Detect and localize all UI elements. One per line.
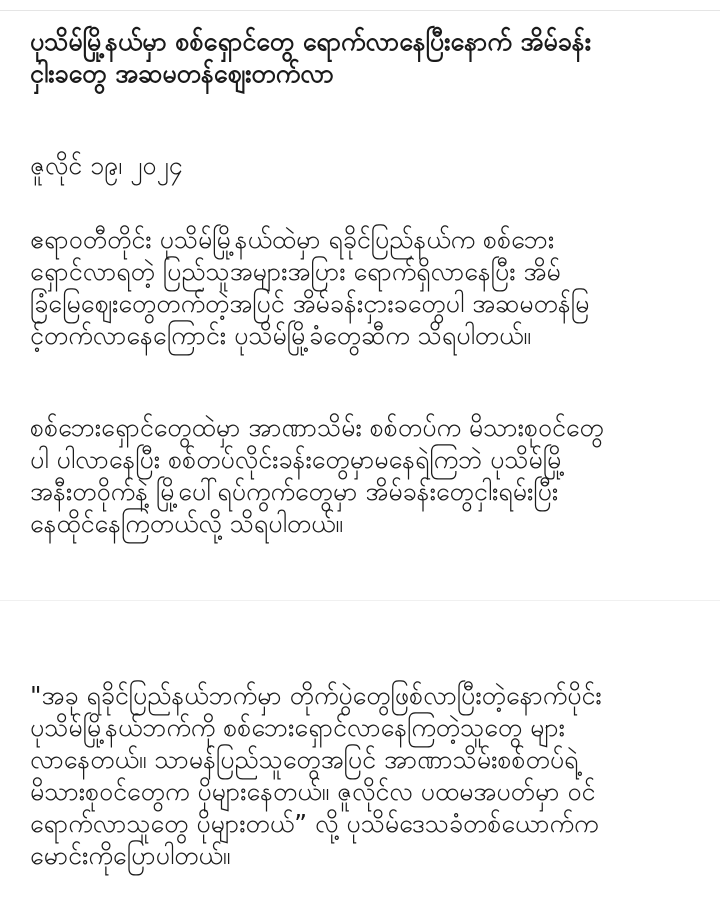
article-date: ဇူလိုင် ၁၉၊ ၂၀၂၄ (30, 151, 183, 180)
section-gap (0, 600, 720, 601)
top-divider (0, 10, 720, 11)
article-paragraph-3: "အခု ရခိုင်ပြည်နယ်ဘက်မှာ တိုက်ပွဲတွေဖြစ်လာပြီးတဲ့နောက်ပိုင်း ပုသိမ်မြို့နယ်ဘက်ကို စစ်ဘေးရှောင်လာနေကြတဲ့သူတွေ များ လာနေတယ်။ သာမန်ပြည်သူတွေအပြင် အာဏာသိမ်းစစ်တပ်ရဲ့ မိသားစုဝင်တွေက ပိုများနေတယ်။ ဇူလိုင်လ ပထမအပတ်မှာ ဝင် ရောက်လာသူတွေ ပိုများတယ်” လို့ ပုသိမ်ဒေသခံတစ်ယောက်က မောင်းကိုပြောပါတယ်။ (30, 681, 602, 870)
article-title: ပုသိမ်မြို့နယ်မှာ စစ်ရှောင်တွေ ရောက်လာနေပြီးနောက် အိမ်ခန်း ငှါးခတွေ အဆမတန်ဈေးတက်လာ (30, 27, 592, 88)
article-paragraph-1: ဧရာဝတီတိုင်း ပုသိမ်မြို့နယ်ထဲမှာ ရခိုင်ပြည်နယ်က စစ်ဘေး ရှောင်လာရတဲ့ ပြည်သူအများအပြား ရောက်ရှိလာနေပြီး အိမ် ခြံမြေဈေးတွေတက်တဲ့အပြင် အိမ်ခန်းငှားခတွေပါ အဆမတန်မြ င့်တက်လာနေကြောင်း ပုသိမ်မြို့ခံတွေဆီက သိရပါတယ်။ (30, 225, 590, 350)
article-paragraph-2: စစ်ဘေးရှောင်တွေထဲမှာ အာဏာသိမ်း စစ်တပ်က မိသားစုဝင်တွေ ပါ ပါလာနေပြီး စစ်တပ်လိုင်းခန်းတွေမှာမနေရဲကြဘဲ ပုသိမ်မြို့ အနီးတဝိုက်နဲ့ မြို့ပေါ်ရပ်ကွက်တွေမှာ အိမ်ခန်းတွေငှါးရမ်းပြီး နေထိုင်နေကြတယ်လို့ သိရပါတယ်။ (30, 413, 604, 538)
